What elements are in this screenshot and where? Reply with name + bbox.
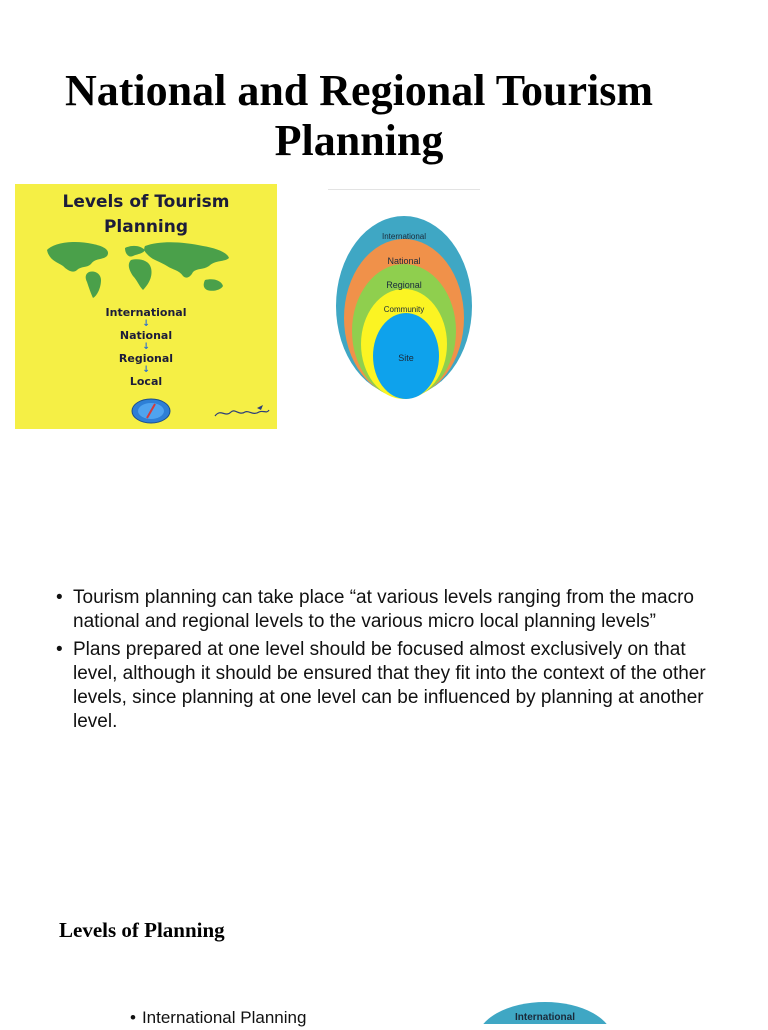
ring-label-international: International <box>381 232 427 241</box>
sub-bullet-item-1: • International Planning <box>130 1006 306 1030</box>
ring-label-community: Community <box>383 305 425 314</box>
poster-title-line-1: Levels of Tourism <box>62 192 230 212</box>
bullet-item-2: • Plans prepared at one level should be focused almost exclusively on that level, although it should be ensured that they fit into the context of the other levels, since planning at one level can be influenced by planning at another level. <box>56 638 716 734</box>
bullet-item-1: • Tourism planning can take place “at various levels ranging from the macro national and regional levels to the various micro local planning levels” <box>56 586 716 634</box>
world-map-icon <box>45 240 245 300</box>
down-arrow-icon: ↓ <box>142 365 150 375</box>
poster-level-international: International <box>105 306 187 319</box>
poster-title <box>15 190 277 240</box>
slide-title-line-1: National and Regional Tourism <box>64 66 654 115</box>
bottom-ring-label-international: International <box>514 1012 576 1023</box>
slide-title <box>0 66 718 166</box>
ring-label-national: National <box>387 256 421 266</box>
poster-level-regional: Regional <box>118 352 174 365</box>
down-arrow-icon: ↓ <box>142 319 150 329</box>
poster-title-line-2: Planning <box>103 217 189 237</box>
nested-levels-diagram <box>328 190 480 408</box>
levels-poster-image <box>15 184 277 429</box>
ring-label-site: Site <box>398 353 414 363</box>
nested-levels-diagram-partial <box>470 1000 620 1024</box>
signature-logo-icon <box>213 404 271 420</box>
slide-title-line-2: Planning <box>274 116 444 165</box>
bullet-list <box>56 586 716 738</box>
poster-level-local: Local <box>129 375 163 388</box>
section-heading: Levels of Planning <box>59 918 225 942</box>
poster-level-national: National <box>119 329 173 342</box>
down-arrow-icon: ↓ <box>142 342 150 352</box>
poster-levels-list <box>15 306 277 388</box>
ring-label-regional: Regional <box>386 280 422 290</box>
compass-icon <box>131 398 171 424</box>
